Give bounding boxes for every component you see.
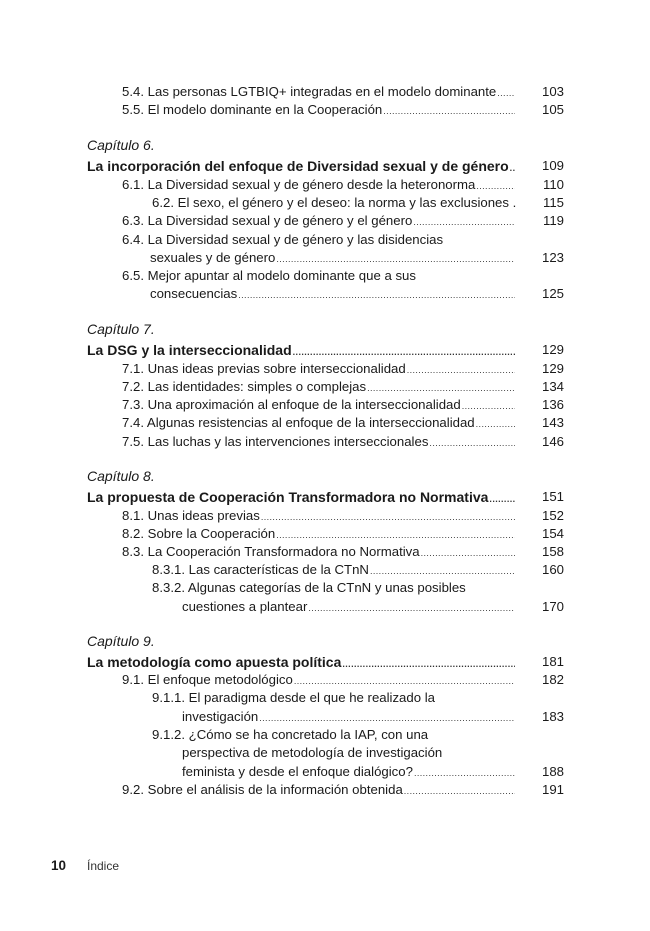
toc-entry	[150, 285, 564, 304]
chapter-label: Capítulo 6.	[87, 137, 155, 153]
toc-entry	[182, 598, 564, 617]
toc-page-number: 146	[541, 434, 564, 449]
footer-page-number: 10	[51, 858, 67, 873]
dot-leader	[293, 343, 515, 361]
dot-leader	[276, 250, 515, 268]
toc-entry	[122, 525, 564, 544]
toc-entry-text: 7.1. Unas ideas previas sobre interseccionalidad	[122, 361, 406, 376]
dot-leader	[383, 102, 515, 120]
dot-leader	[421, 544, 515, 562]
toc-page-number: 143	[541, 415, 564, 430]
toc-entry-text: 8.2. Sobre la Cooperación	[122, 526, 276, 541]
toc-entry	[122, 212, 564, 231]
toc-entry-text: La DSG y la interseccionalidad	[87, 342, 292, 358]
toc-page-number: 160	[541, 562, 564, 577]
toc-page-number: 136	[541, 397, 564, 412]
toc-entry-text: 9.1.1. El paradigma desde el que he realizado la	[152, 690, 435, 705]
toc-entry	[122, 507, 564, 526]
toc-entry-text: perspectiva de metodología de investigación	[182, 745, 443, 760]
toc-entry	[122, 414, 564, 433]
dot-leader	[294, 672, 515, 690]
toc-page-number: 110	[542, 177, 564, 192]
toc-entry-text: 7.2. Las identidades: simples o complejas	[122, 379, 367, 394]
toc-entry	[182, 708, 564, 727]
dot-leader	[259, 709, 515, 727]
dot-leader	[429, 434, 515, 452]
toc-entry-text: sexuales y de género	[150, 250, 276, 265]
toc-entry-text: 8.3. La Cooperación Transformadora no Normativa	[122, 544, 420, 559]
toc-entry	[182, 744, 516, 762]
toc-entry-text: investigación	[182, 709, 259, 724]
toc-page-number: 134	[541, 379, 564, 394]
dot-leader	[407, 361, 515, 379]
toc-entry-text: 7.4. Algunas resistencias al enfoque de la interseccionalidad	[122, 415, 475, 430]
dot-leader	[238, 286, 515, 304]
toc-entry-text: cuestiones a plantear	[182, 599, 308, 614]
toc-page-number: 123	[541, 250, 564, 265]
toc-entry	[122, 101, 564, 120]
dot-leader	[261, 508, 515, 526]
toc-entry-text: 6.3. La Diversidad sexual y de género y el género	[122, 213, 413, 228]
toc-entry-text: 5.5. El modelo dominante en la Cooperación	[122, 102, 383, 117]
dot-leader	[370, 562, 515, 580]
toc-page-number: 182	[541, 672, 564, 687]
toc-entry	[122, 176, 564, 195]
toc-entry	[122, 360, 564, 379]
toc-entry	[182, 763, 564, 782]
toc-page-number: 103	[541, 84, 564, 99]
dot-leader	[404, 782, 515, 800]
toc-entry-text: 7.3. Una aproximación al enfoque de la interseccionalidad	[122, 397, 461, 412]
toc-entry	[152, 689, 516, 707]
dot-leader	[276, 526, 515, 544]
toc-entry-text: 6.2. El sexo, el género y el deseo: la norma y las exclusiones .	[152, 195, 517, 210]
toc-entry	[122, 378, 564, 397]
toc-entry	[152, 194, 564, 213]
toc-chapter-title	[87, 653, 564, 673]
toc-page-number: 158	[541, 544, 564, 559]
toc-page-number: 183	[541, 709, 564, 724]
toc-entry-text: 8.1. Unas ideas previas	[122, 508, 260, 523]
toc-chapter-title	[87, 157, 564, 177]
toc-entry	[122, 781, 564, 800]
dot-leader	[308, 599, 515, 617]
dot-leader	[413, 213, 515, 231]
dot-leader	[414, 764, 515, 782]
dot-leader	[476, 415, 515, 433]
toc-entry	[152, 726, 516, 744]
toc-entry-text: 5.4. Las personas LGTBIQ+ integradas en el modelo dominante	[122, 84, 497, 99]
dot-leader	[489, 490, 515, 508]
dot-leader	[476, 177, 515, 195]
toc-page-number: 125	[541, 286, 564, 301]
toc-page-number: 154	[541, 526, 564, 541]
toc-entry-text: consecuencias	[150, 286, 238, 301]
toc-entry-text: La incorporación del enfoque de Diversidad sexual y de género	[87, 158, 509, 174]
toc-entry	[122, 83, 564, 102]
toc-entry-text: 9.2. Sobre el análisis de la información obtenida	[122, 782, 403, 797]
toc-chapter-title	[87, 341, 564, 361]
toc-page-number: 151	[541, 489, 564, 504]
chapter-label: Capítulo 7.	[87, 321, 155, 337]
toc-entry	[122, 231, 516, 249]
toc-page-number: 129	[541, 361, 564, 376]
toc-entry	[122, 543, 564, 562]
dot-leader	[367, 379, 515, 397]
toc-entry-text: 9.1. El enfoque metodológico	[122, 672, 293, 687]
toc-entry-text: 6.1. La Diversidad sexual y de género desde la heteronorma	[122, 177, 476, 192]
toc-entry-text: 6.4. La Diversidad sexual y de género y las disidencias	[122, 232, 444, 247]
toc-entry-text: 9.1.2. ¿Cómo se ha concretado la IAP, con una	[152, 727, 429, 742]
toc-entry	[122, 433, 564, 452]
toc-page-number: 105	[541, 102, 564, 117]
toc-page-number: 191	[541, 782, 564, 797]
toc-entry	[122, 396, 564, 415]
toc-page-number: 152	[541, 508, 564, 523]
toc-entry	[152, 579, 516, 597]
dot-leader	[510, 159, 515, 177]
dot-leader	[497, 84, 515, 102]
dot-leader	[462, 397, 515, 415]
toc-page-number: 115	[542, 195, 564, 210]
toc-entry-text: 7.5. Las luchas y las intervenciones interseccionales	[122, 434, 429, 449]
toc-entry-text: La propuesta de Cooperación Transformadora no Normativa	[87, 489, 489, 505]
toc-entry	[122, 267, 516, 285]
toc-page-number: 188	[541, 764, 564, 779]
toc-entry-text: 8.3.2. Algunas categorías de la CTnN y unas posibles	[152, 580, 466, 595]
footer-section-label: Índice	[87, 859, 120, 873]
toc-page-number: 181	[541, 654, 564, 669]
toc-page-number: 119	[542, 213, 564, 228]
toc-entry	[122, 671, 564, 690]
toc-entry-text: feminista y desde el enfoque dialógico?	[182, 764, 413, 779]
chapter-label: Capítulo 8.	[87, 468, 155, 484]
chapter-label: Capítulo 9.	[87, 633, 155, 649]
toc-page-number: 129	[541, 342, 564, 357]
toc-chapter-title	[87, 488, 564, 508]
toc-page-number: 109	[541, 158, 564, 173]
toc-entry-text: 8.3.1. Las características de la CTnN	[152, 562, 369, 577]
toc-entry	[152, 561, 564, 580]
toc-entry-text: 6.5. Mejor apuntar al modelo dominante que a sus	[122, 268, 416, 283]
toc-entry	[150, 249, 564, 268]
toc-page-number: 170	[541, 599, 564, 614]
toc-entry-text: La metodología como apuesta política	[87, 654, 342, 670]
